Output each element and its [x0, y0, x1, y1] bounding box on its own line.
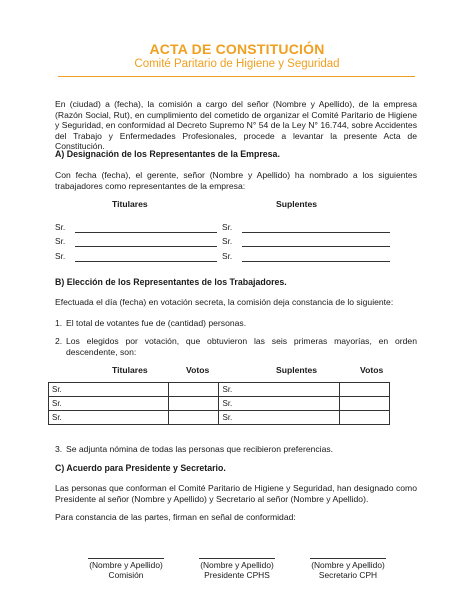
section-c-heading: C) Acuerdo para Presidente y Secretario. [55, 463, 226, 473]
titular-cell[interactable] [49, 397, 169, 411]
item-1-text: El total de votantes fue de (cantidad) personas. [66, 318, 247, 328]
votes-table [48, 382, 390, 425]
suplente-cell[interactable] [219, 397, 339, 411]
signature-block-comision [71, 560, 181, 581]
sr-label: Sr. [222, 413, 233, 422]
signature-name: (Nombre y Apellido) [311, 560, 385, 570]
item-2-text: Los elegidos por votación, que obtuvieron las seis primeras mayorías, en orden descendente, son: [66, 336, 417, 357]
titular-line-2[interactable] [75, 246, 217, 247]
suplente-line-3[interactable] [242, 261, 390, 262]
item-number: 1. [55, 318, 63, 328]
sr-label: Sr. [52, 413, 62, 422]
item-number: 3. [55, 444, 63, 454]
document-subtitle: Comité Paritario de Higiene y Seguridad [134, 58, 340, 70]
col-titulares-heading: Titulares [112, 199, 148, 209]
section-c-paragraph: Las personas que conforman el Comité Paritario de Higiene y Seguridad, han designado como Presidente al señor (Nombre y Apellido) y Secretario al señor (Nombre y Apellido). [55, 483, 417, 504]
sr-label: Sr. [52, 385, 62, 394]
section-b-heading: B) Elección de los Representantes de los Trabajadores. [55, 277, 287, 287]
signature-line-secretario[interactable] [310, 558, 386, 559]
votos-cell[interactable] [339, 411, 389, 425]
signature-name: (Nombre y Apellido) [200, 560, 274, 570]
titular-cell[interactable] [49, 411, 169, 425]
sr-label: Sr. [55, 236, 66, 246]
sr-label: Sr. [55, 251, 66, 261]
signature-role: Comisión [108, 570, 144, 581]
table-head-titulares: Titulares [112, 365, 148, 375]
votos-cell[interactable] [169, 383, 219, 397]
sr-label: Sr. [222, 251, 233, 261]
suplente-cell[interactable] [219, 383, 339, 397]
col-suplentes-heading: Suplentes [276, 199, 318, 209]
signature-block-presidente [182, 560, 292, 581]
votos-cell[interactable] [339, 397, 389, 411]
section-a-paragraph: Con fecha (fecha), el gerente, señor (Nombre y Apellido) ha nombrado a los siguientes trabajadores como representantes de la empresa: [55, 170, 417, 191]
table-row [49, 383, 390, 397]
sr-label: Sr. [55, 222, 66, 232]
table-head-votos-1: Votos [186, 365, 210, 375]
titular-line-1[interactable] [75, 232, 217, 233]
table-head-votos-2: Votos [360, 365, 384, 375]
document-title: ACTA DE CONSTITUCIÓN [149, 41, 325, 57]
suplente-cell[interactable] [219, 411, 339, 425]
votos-cell[interactable] [169, 411, 219, 425]
table-head-suplentes: Suplentes [276, 365, 318, 375]
signature-line-presidente[interactable] [199, 558, 275, 559]
suplente-line-2[interactable] [242, 246, 390, 247]
suplente-line-1[interactable] [242, 232, 390, 233]
signature-line-comision[interactable] [88, 558, 164, 559]
section-b-paragraph: Efectuada el día (fecha) en votación secreta, la comisión deja constancia de lo siguiente: [55, 297, 394, 307]
item-number: 2. [55, 336, 63, 346]
signature-block-secretario [293, 560, 403, 581]
table-row [49, 397, 390, 411]
sr-label: Sr. [222, 222, 233, 232]
section-a-heading: A) Designación de los Representantes de la Empresa. [55, 149, 280, 159]
sr-label: Sr. [222, 236, 233, 246]
titular-cell[interactable] [49, 383, 169, 397]
votos-cell[interactable] [169, 397, 219, 411]
signature-name: (Nombre y Apellido) [89, 560, 163, 570]
item-3-text: Se adjunta nómina de todas las personas que recibieron preferencias. [66, 444, 334, 454]
titular-line-3[interactable] [75, 261, 217, 262]
sr-label: Sr. [222, 399, 233, 408]
votos-cell[interactable] [339, 383, 389, 397]
sr-label: Sr. [222, 385, 233, 394]
intro-paragraph: En (ciudad) a (fecha), la comisión a cargo del señor (Nombre y Apellido), de la empresa (Razón Social, Rut), en cumplimiento del cometido de organizar el Comité Paritario de Higiene y Seguridad, en conformidad al Decreto Supremo N° 54 de la Ley N° 16.744, sobre Accidentes del Trabajo y Enfermedades Profesionales, procede a levantar la presente Acta de Constitución. [55, 99, 417, 152]
table-row [49, 411, 390, 425]
title-divider [58, 76, 415, 77]
signature-role: Secretario CPH [318, 570, 378, 581]
sr-label: Sr. [52, 399, 62, 408]
closing-text: Para constancia de las partes, firman en señal de conformidad: [55, 512, 296, 522]
signature-role: Presidente CPHS [204, 570, 270, 581]
